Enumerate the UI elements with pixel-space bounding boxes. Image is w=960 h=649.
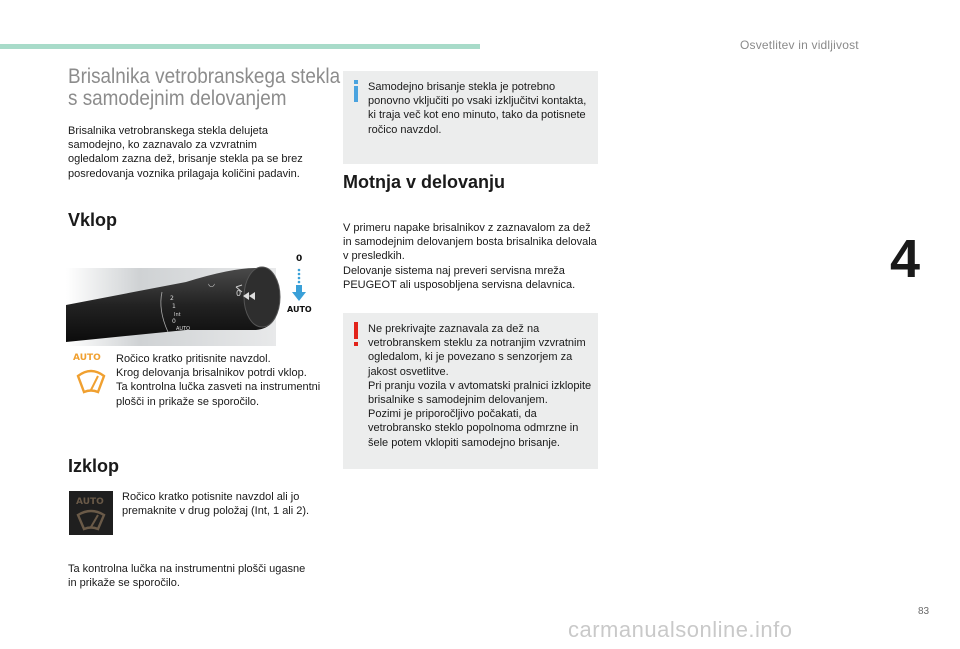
warning-line3: Pozimi je priporočljivo počakati, da vetrobransko steklo popolnoma odmrzne in šele potem vklopiti samodejno brisanje. (368, 408, 579, 449)
izklop-instructions: Ročico kratko potisnite navzdol ali jo premaknite v drug položaj (Int, 1 ali 2). (122, 491, 310, 518)
position-0-label: 0 (296, 254, 303, 264)
vklop-instructions (116, 352, 326, 409)
section-title: Osvetlitev in vidljivost (740, 38, 859, 52)
page-title-line2: s samodejnim delovanjem (68, 87, 287, 110)
motnja-line2: Delovanje sistema naj preveri servisna mreža PEUGEOT ali usposobljena servisna delavnica. (343, 264, 576, 291)
motnja-line1: V primeru napake brisalnikov z zaznavalom za dež in samodejnim delovanjem bosta brisalnika delovala v presledkih. (343, 222, 597, 263)
auto-wiper-off-indicator-icon (69, 491, 113, 535)
stalk-0-label: 0 (236, 289, 242, 298)
svg-text:◡: ◡ (208, 279, 215, 288)
info-icon (354, 80, 358, 102)
stalk-1-label: 1 (172, 303, 176, 310)
watermark: carmanualsonline.info (568, 617, 793, 642)
motnja-heading: Motnja v delovanju (343, 172, 506, 192)
page-title-line1: Brisalnika vetrobranskega stekla (68, 65, 341, 88)
izklop-footer: Ta kontrolna lučka na instrumentni plošči ugasne in prikaže se sporočilo. (68, 563, 306, 590)
warning-box (343, 313, 598, 469)
vklop-heading: Vklop (68, 210, 118, 230)
stalk-2-label: 2 (170, 295, 174, 302)
stalk-0b-label: 0 (172, 318, 176, 325)
info-box (343, 71, 598, 164)
page-number: 83 (918, 606, 930, 617)
warning-icon (354, 322, 358, 346)
warning-text (368, 322, 593, 450)
warning-line2: Pri pranju vozila v avtomatski pralnici izklopite brisalnike s samodejnim delovanjem. (368, 379, 592, 407)
auto-off-icon-label: AUTO (76, 497, 104, 507)
vklop-line1: Ročico kratko pritisnite navzdol. (116, 353, 271, 365)
warning-line1: Ne prekrivajte zaznavala za dež na vetrobranskem steklu za notranjim vzvratnim ogledalom, ki je povezano s senzorjem za jakost osvetlitve. (368, 323, 586, 378)
motnja-text (343, 221, 601, 292)
chapter-number: 4 (890, 229, 921, 289)
header-accent-bar (0, 44, 480, 49)
position-auto-label: AUTO (287, 305, 312, 314)
stalk-int-label: Int (174, 312, 181, 318)
stalk-auto-label: AUTO (176, 326, 191, 332)
izklop-heading: Izklop (68, 456, 120, 476)
vklop-line3: Ta kontrolna lučka zasveti na instrumentni plošči in prikaže se sporočilo. (116, 381, 321, 408)
auto-wiper-indicator-icon (72, 350, 110, 400)
vklop-line2: Krog delovanja brisalnikov potrdi vklop. (116, 367, 307, 380)
press-down-arrow-icon (292, 269, 306, 301)
page-title (68, 65, 341, 110)
info-box-text: Samodejno brisanje stekla je potrebno ponovno vključiti po vsaki izključitvi kontakta, ki traja več kot eno minuto, tako da potisnete ročico navzdol. (368, 81, 587, 136)
intro-paragraph: Brisalnika vetrobranskega stekla delujeta samodejno, ko zaznavalo za vzvratnim ogledalom zazna dež, brisanje stekla pa se brez posredovanja voznika prilagaja količini padavin. (68, 125, 303, 180)
wiper-stalk-illustration (66, 250, 322, 346)
auto-icon-label: AUTO (73, 353, 101, 363)
